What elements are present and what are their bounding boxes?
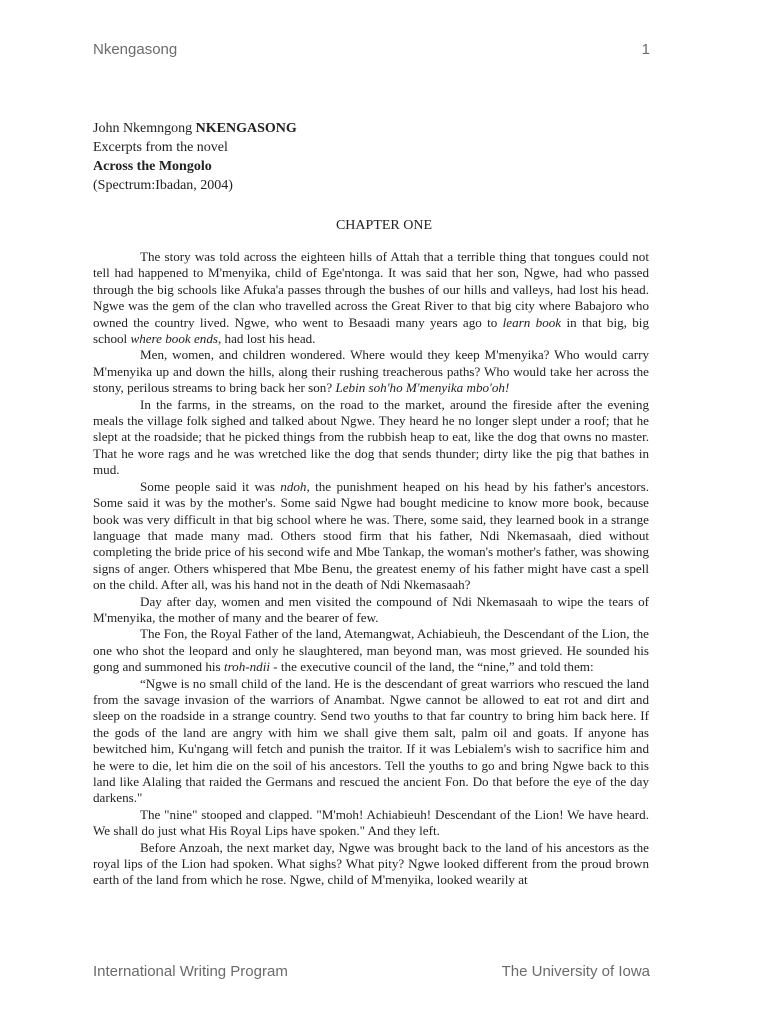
paragraph: Men, women, and children wondered. Where would they keep M'menyika? Who would carry M'menyika up and down the hills, along their rushing treacherous paths? Who would take her across the stony, perilous streams to bring back her son? Lebin soh'ho M'menyika mbo'oh! — [93, 347, 649, 396]
footer-program: International Writing Program — [93, 963, 288, 980]
author-surname: NKENGASONG — [195, 121, 297, 136]
paragraph: “Ngwe is no small child of the land. He is the descendant of great warriors who rescued the land from the savage invasion of the warriors of Anambat. Ngwe cannot be allowed to eat rot and dirt and sleep on the roadside in a strange country. Send two youths to that far country to bring him back here. If the gods of the land are angry with him we shall give them salt, palm oil and goats. If anyone has bewitched him, Ku'ngang will fetch and punish the traitor. If it was Lebialem's wish to sacrifice him and he were to die, let him die on the soil of his ancestors. Tell the youths to go and bring Ngwe back to this land like Alaling that raided the Germans and rescued the ancient Fon. Do that before the eye of the day darkens." — [93, 675, 649, 806]
paragraph: In the farms, in the streams, on the road to the market, around the fireside after the evening meals the village folk sighed and talked about Ngwe. They heard he no longer slept under a roof; that he slept at the roadside; that he picked things from the rubbish heap to eat, like the dog that owns no master. That he wore rags and he was wretched like the dog that sends thunder; dirty like the pig that bathes in mud. — [93, 396, 649, 478]
author-line — [93, 119, 297, 138]
author-given-name: John Nkemngong — [93, 121, 193, 136]
paragraph: The "nine" stooped and clapped. "M'moh! Achiabieuh! Descendant of the Lion! We have heard. We shall do just what His Royal Lips have spoken." And they left. — [93, 806, 649, 839]
page-footer — [93, 963, 650, 980]
header-author: Nkengasong — [93, 41, 178, 58]
publisher-info: (Spectrum:Ibadan, 2004) — [93, 178, 233, 193]
chapter-heading: CHAPTER ONE — [335, 218, 433, 233]
paragraph: The story was told across the eighteen hills of Attah that a terrible thing that tongues could not tell had happened to M'menyika, child of Ege'ntonga. It was said that her son, Ngwe, had who passed through the big schools like Afuka'a passes through the bushes of our hills and valleys, had lost his head. Ngwe was the gem of the clan who travelled across the Great River to that big city where Babajoro who owned the country lived. Ngwe, who went to Besaadi many years ago to learn book in that big, big school where book ends, had lost his head. — [93, 249, 649, 347]
paragraph: Before Anzoah, the next market day, Ngwe was brought back to the land of his ancestors as the royal lips of the Lion had spoken. What sighs? What pity? Ngwe looked different from the proud brown earth of the land from which he rose. Ngwe, child of M'menyika, looked wearily at — [93, 839, 649, 888]
chapter-body — [93, 249, 649, 889]
novel-title: Across the Mongolo — [93, 159, 212, 174]
paragraph: Day after day, women and men visited the compound of Ndi Nkemasaah to wipe the tears of M'menyika, the mother of many and the bearer of few. — [93, 593, 649, 625]
bibliographic-info — [93, 119, 297, 195]
page-header — [93, 41, 650, 58]
page-number: 1 — [641, 41, 650, 58]
paragraph: Some people said it was ndoh, the punishment heaped on his head by his father's ancestors. Some said it was by the mother's. Some said Ngwe had bought medicine to know more book, because book was very difficult in that big school where he was. There, some said, they learned book in a strange language that made many mad. Others stood firm that his father, Ndi Nkemasaah, died without completing the bride price of his second wife and Mbe Tankap, the woman's mother's father, was showing signs of anger. Others whispered that Mbe Benu, the greatest enemy of his father might have cast a spell on the child. After all, was his hand not in the death of Ndi Nkemasaah? — [93, 478, 649, 593]
excerpt-note: Excerpts from the novel — [93, 140, 228, 155]
footer-university: The University of Iowa — [501, 963, 650, 980]
paragraph: The Fon, the Royal Father of the land, Atemangwat, Achiabieuh, the Descendant of the Lion, the one who shot the leopard and only he slaughtered, man beyond man, was most grieved. He sounded his gong and summoned his troh-ndii - the executive council of the land, the “nine,” and told them: — [93, 626, 649, 675]
